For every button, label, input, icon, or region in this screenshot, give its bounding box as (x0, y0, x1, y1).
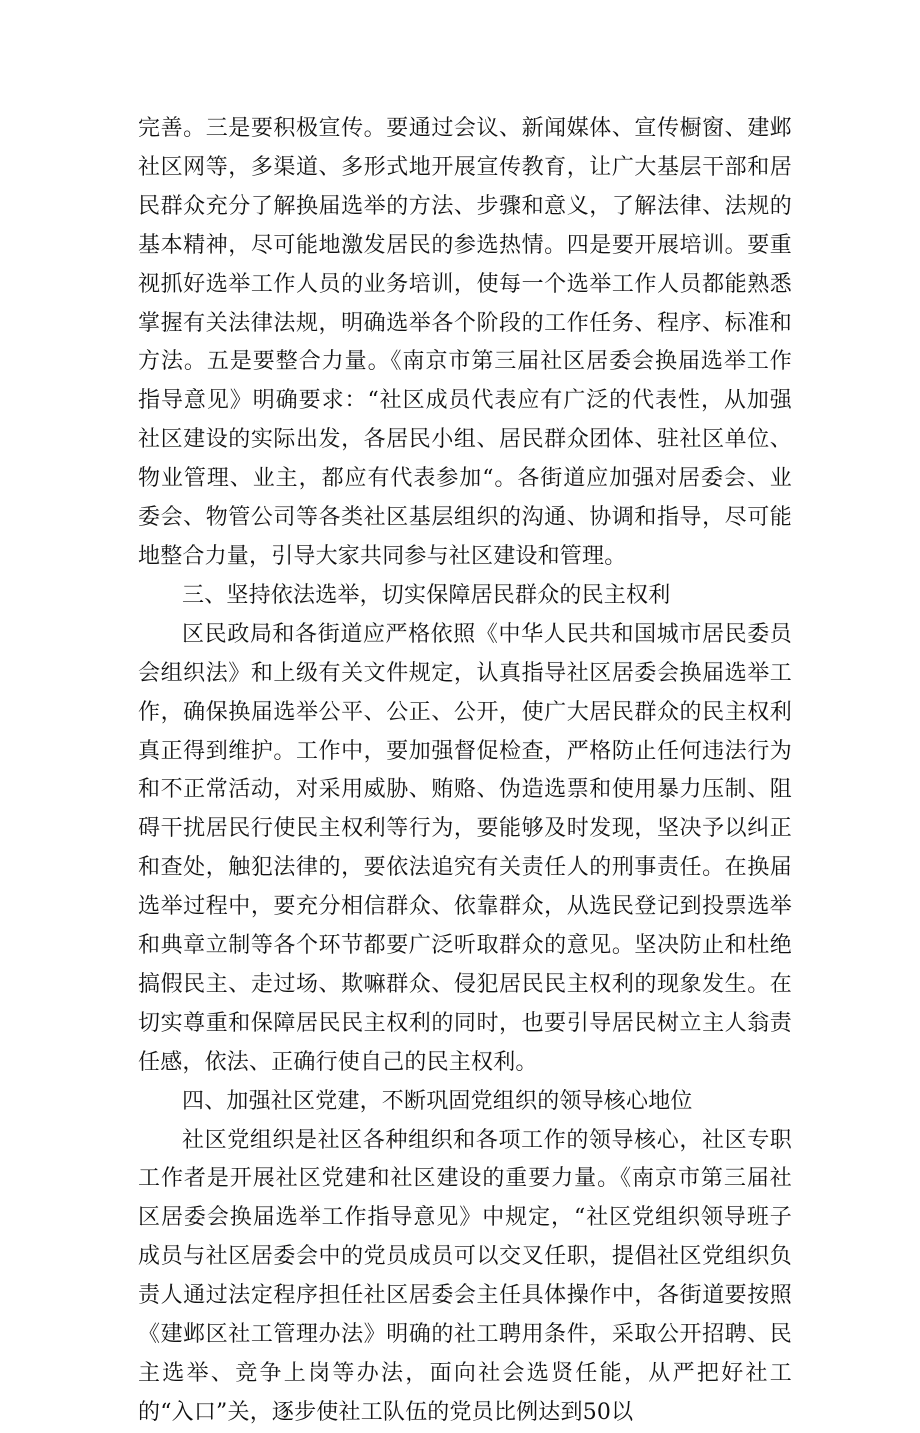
paragraph-section-three: 区民政局和各街道应严格依照《中华人民共和国城市居民委员会组织法》和上级有关文件规定，认真指导社区居委会换届选举工作，确保换届选举公平、公正、公开，使广大居民群众的民主权利真正得到维护。工作中，要加强督促检查，严格防止任何违法行为和不正常活动，对采用威胁、贿赂、伪造选票和使用暴力压制、阻碍干扰居民行使民主权利等行为，要能够及时发现，坚决予以纠正和查处，触犯法律的，要依法追究有关责任人的刑事责任。在换届选举过程中，要充分相信群众、依靠群众，从选民登记到投票选举和典章立制等各个环节都要广泛听取群众的意见。坚决防止和杜绝搞假民主、走过场、欺嘛群众、侵犯居民民主权利的现象发生。在切实尊重和保障居民民主权利的同时，也要引导居民树立主人翁责任感，依法、正确行使自己的民主权利。 (138, 621, 792, 1075)
section-heading-three: 三、坚持依法选举，切实保障居民群众的民主权利 (182, 582, 671, 608)
section-heading-four: 四、加强社区党建，不断巩固党组织的领导核心地位 (182, 1088, 693, 1114)
paragraph-section-four: 社区党组织是社区各种组织和各项工作的领导核心，社区专职工作者是开展社区党建和社区建设的重要力量。《南京市第三届社区居委会换届选举工作指导意见》中规定，“社区党组织领导班子成员与社区居委会中的党员成员可以交叉任职，提倡社区党组织负责人通过法定程序担任社区居委会主任具体操作中，各街道要按照《建邺区社工管理办法》明确的社工聘用条件，采取公开招聘、民主选举、竞争上岗等办法，面向社会选贤任能，从严把好社工的“入口”关，逐步使社工队伍的党员比例达到50以 (138, 1127, 792, 1425)
document-body (138, 110, 792, 1433)
paragraph-continued: 完善。三是要积极宣传。要通过会议、新闻媒体、宣传橱窗、建邺社区网等，多渠道、多形式地开展宣传教育，让广大基层干部和居民群众充分了解换届选举的方法、步骤和意义，了解法律、法规的基本精神，尽可能地激发居民的参选热情。四是要开展培训。要重视抓好选举工作人员的业务培训，使每一个选举工作人员都能熟悉掌握有关法律法规，明确选举各个阶段的工作任务、程序、标准和方法。五是要整合力量。《南京市第三届社区居委会换届选举工作指导意见》明确要求：“社区成员代表应有广泛的代表性，从加强社区建设的实际出发，各居民小组、居民群众团体、驻社区单位、物业管理、业主，都应有代表参加“。各街道应加强对居委会、业委会、物管公司等各类社区基层组织的沟通、协调和指导，尽可能地整合力量，引导大家共同参与社区建设和管理。 (138, 116, 792, 569)
